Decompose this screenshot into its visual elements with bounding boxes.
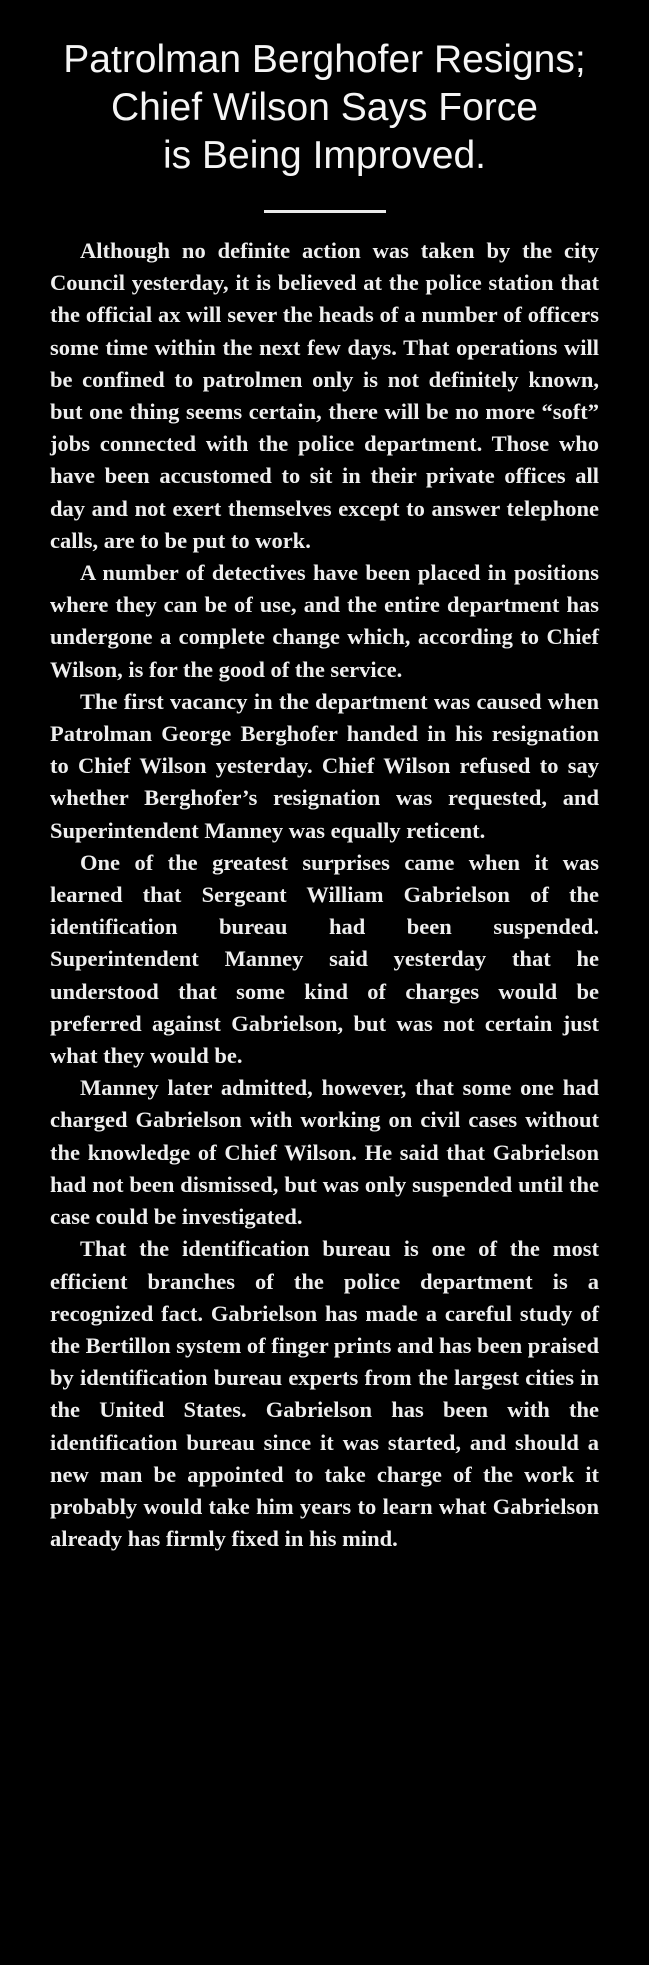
headline [50, 36, 599, 180]
paragraph: Although no definite action was taken by the city Council yesterday, it is believed at the police station that the official ax will sever the heads of a number of officers some time within the next few days. That operations will be confined to patrolmen only is not definitely known, but one thing seems certain, there will be no more “soft” jobs connected with the police department. Those who have been accustomed to sit in their private offices all day and not exert themselves except to answer telephone calls, are to be put to work. [50, 238, 599, 553]
headline-line-2: Chief Wilson Says Force [111, 86, 538, 129]
paragraph: A number of detectives have been placed in positions where they can be of use, and the entire department has undergone a complete change which, according to Chief Wilson, is for the good of the service. [50, 560, 599, 682]
paragraph: The first vacancy in the department was caused when Patrolman George Berghofer handed in his resignation to Chief Wilson yesterday. Chief Wilson refused to say whether Berghofer’s resignation was requested, and Superintendent Manney was equally reticent. [50, 688, 599, 843]
headline-divider [264, 210, 386, 213]
headline-line-3: is Being Improved. [163, 134, 486, 177]
paragraph: That the identification bureau is one of the most efficient branches of the police department is a recognized fact. Gabrielson has made a careful study of the Bertillon system of finger prints and has been praised by identification bureau experts from the largest cities in the United States. Gabrielson has been with the identification bureau since it was started, and should a new man be appointed to take charge of the work it probably would take him years to learn what Gabrielson already has firmly fixed in his mind. [50, 1236, 599, 1552]
paragraph: Manney later admitted, however, that some one had charged Gabrielson with working on civil cases without the knowledge of Chief Wilson. He said that Gabrielson had not been dismissed, but was only suspended until the case could be investigated. [50, 1075, 599, 1230]
paragraph: One of the greatest surprises came when it was learned that Sergeant William Gabrielson of the identification bureau had been suspended. Superintendent Manney said yesterday that he understood that some kind of charges would be preferred against Gabrielson, but was not certain just what they would be. [50, 849, 599, 1069]
headline-line-1: Patrolman Berghofer Resigns; [63, 38, 586, 81]
article-body [50, 235, 599, 1555]
